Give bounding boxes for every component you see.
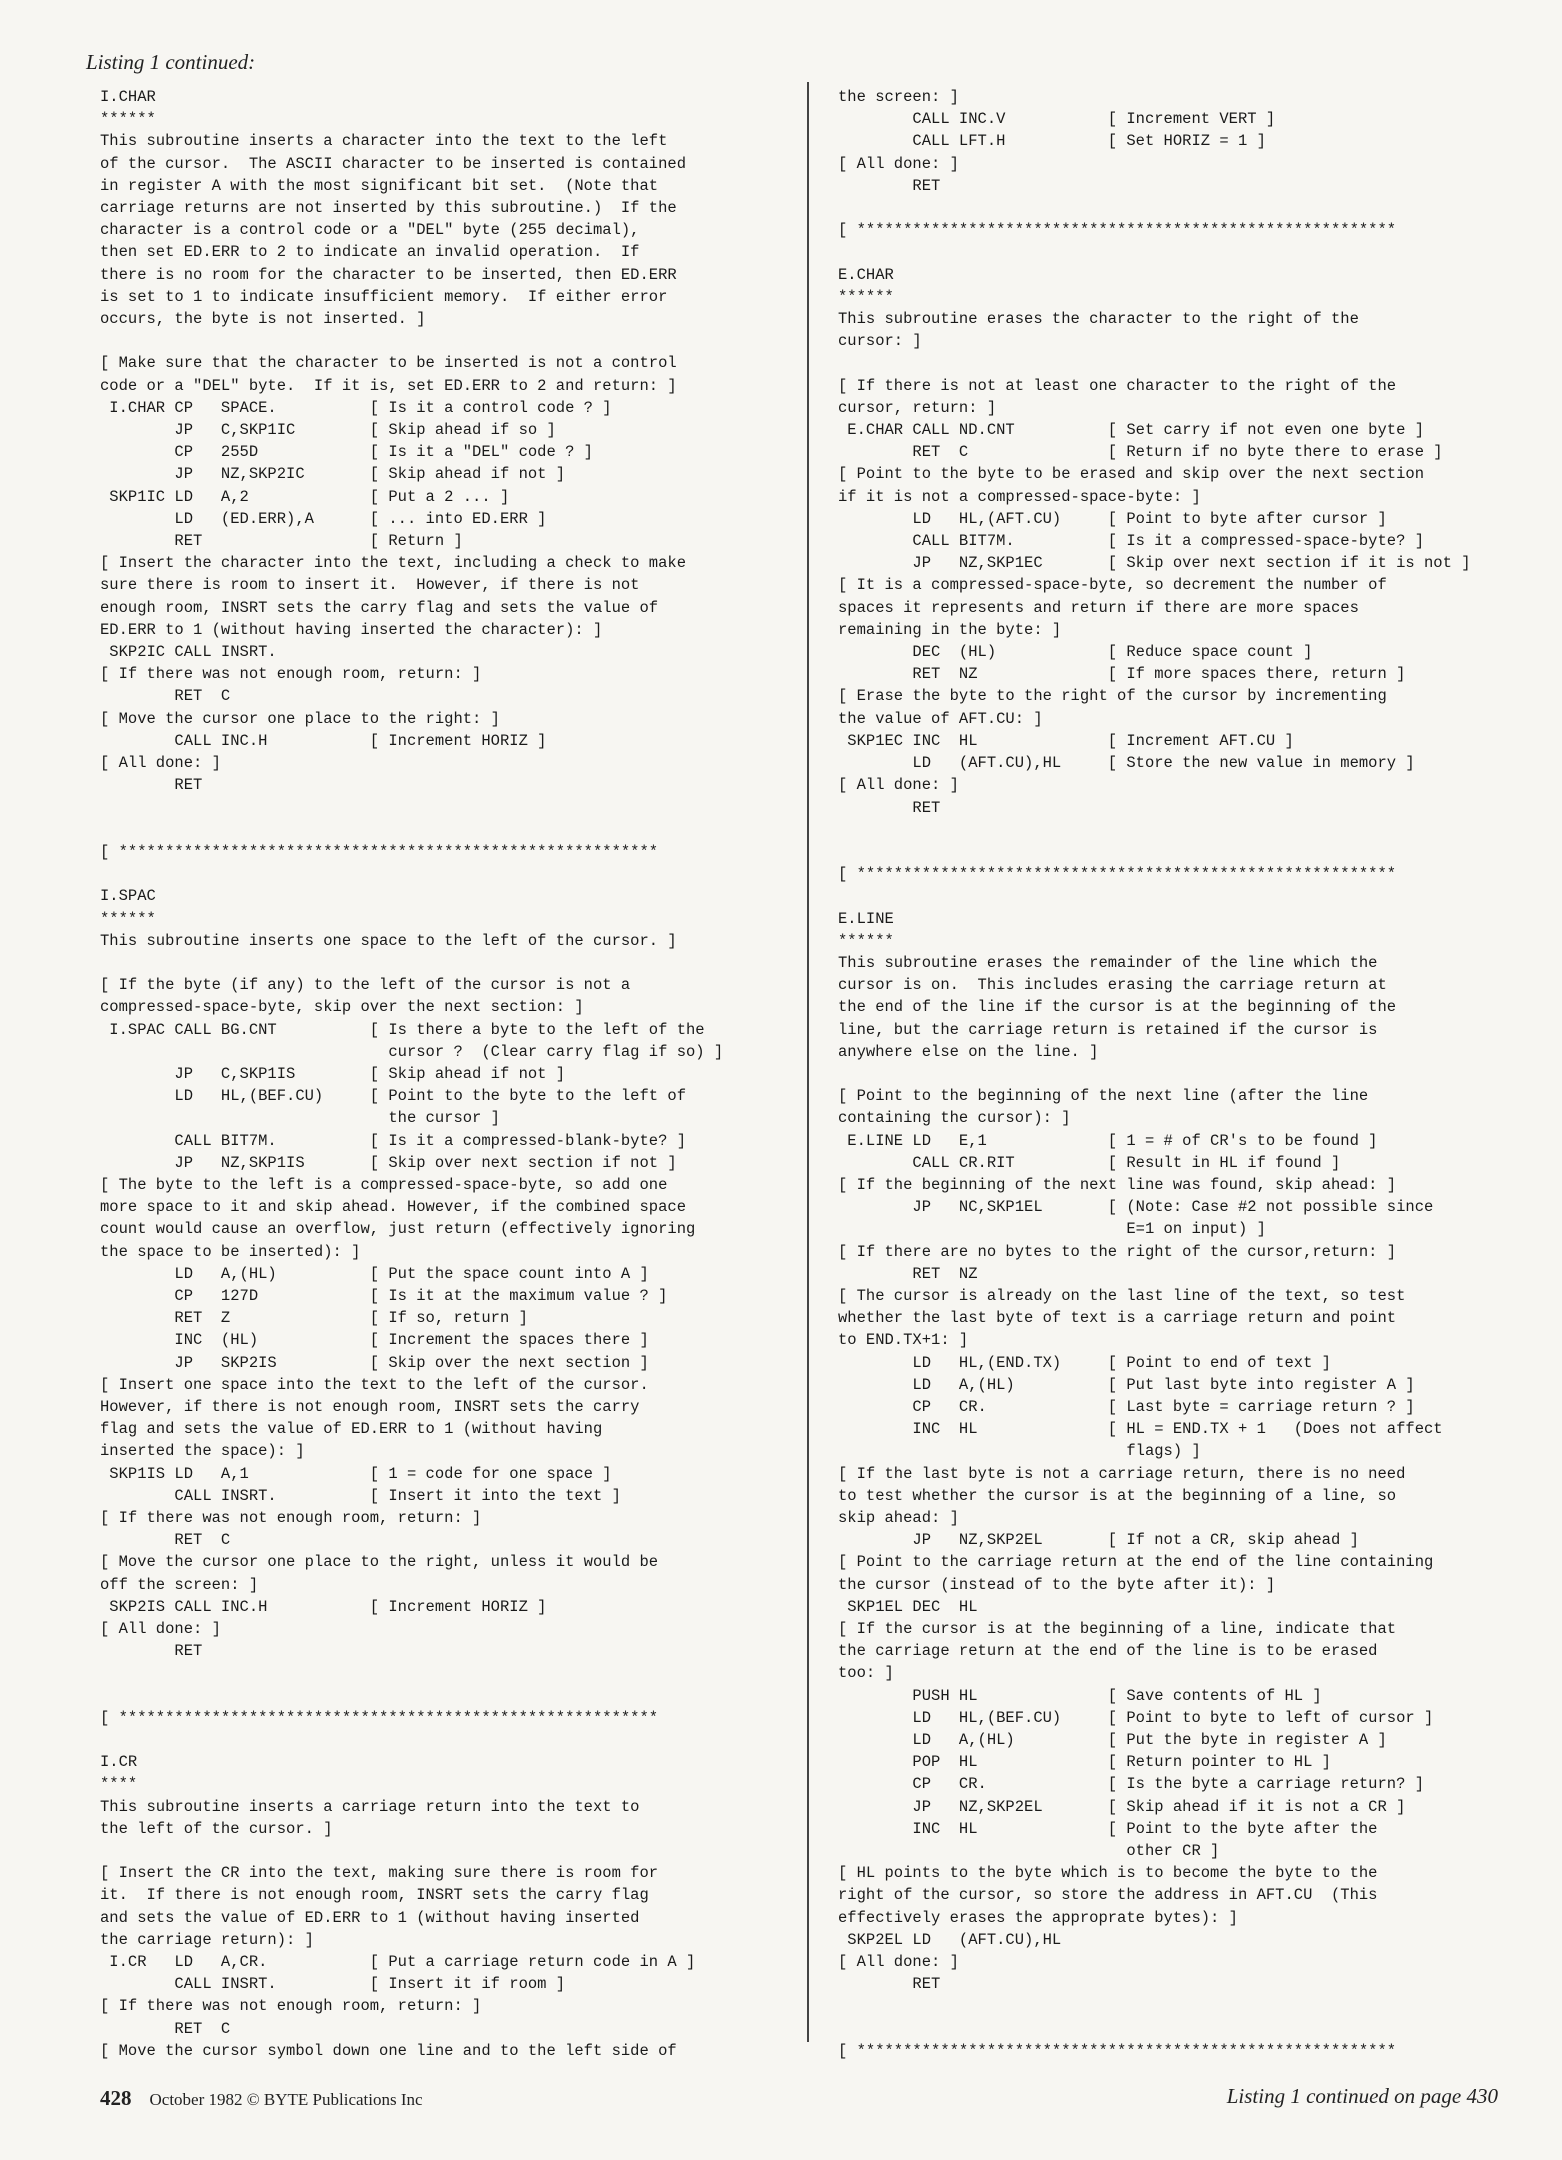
listing-left-column: I.CHAR ****** This subroutine inserts a character into the text to the left of the cursor. The ASCII character to be inserted is contained in register A with the most significant bit set. (Note that carriage returns are not inserted by this subroutine.) If the character is a control code or a "DEL" byte (255 decimal), then set ED.ERR to 2 to indicate an invalid operation. If there is no room for the character to be inserted, then ED.ERR is set to 1 to indicate insufficient memory. If either error occurs, the byte is not inserted. ] [ Make sure that the character to be inserted is not a control code or a "DEL" byte. If it is, set ED.ERR to 2 and return: ] I.CHAR CP SPACE. [ Is it a control code ? ] JP C,SKP1IC [ Skip ahead if so ] CP 255D [ Is it a "DEL" code ? ] JP NZ,SKP2IC [ Skip ahead if not ] SKP1IC LD A,2 [ Put a 2 ... ] LD (ED.ERR),A [ ... into ED.ERR ] RET [ Return ] [ Insert the character into the text, including a check to make sure there is room to insert it. However, if there is not enough room, INSRT sets the carry flag and sets the value of ED.ERR to 1 (without having inserted the character): ] SKP2IC CALL INSRT. [ If there was not enough room, return: ] RET C [ Move the cursor one place to the right: ] CALL INC.H [ Increment HORIZ ] [ All done: ] RET [ ********************************************************** I.SPAC ****** This subroutine inserts one space to the left of the cursor. ] [ If the byte (if any) to the left of the cursor is not a compressed-space-byte, skip over the next section: ] I.SPAC CALL BG.CNT [ Is there a byte to the left of the cursor ? (Clear carry flag if so) ] JP C,SKP1IS [ Skip ahead if not ] LD HL,(BEF.CU) [ Point to the byte to the left of the cursor ] CALL BIT7M. [ Is it a compressed-blank-byte? ] JP NZ,SKP1IS [ Skip over next section if not ] [ The byte to the left is a compressed-space-byte, so add one more space to it and skip ahead. However, if the combined space count would cause an overflow, just return (effectively ignoring the space to be inserted): ] LD A,(HL) [ Put the space count into A ] CP 127D [ Is it at the maximum value ? ] RET Z [ If so, return ] INC (HL) [ Increment the spaces there ] JP SKP2IS [ Skip over the next section ] [ Insert one space into the text to the left of the cursor. However, if there is not enough room, INSRT sets the carry flag and sets the value of ED.ERR to 1 (without having inserted the space): ] SKP1IS LD A,1 [ 1 = code for one space ] CALL INSRT. [ Insert it into the text ] [ If there was not enough room, return: ] RET C [ Move the cursor one place to the right, unless it would be off the screen: ] SKP2IS CALL INC.H [ Increment HORIZ ] [ All done: ] RET [ ********************************************************** I.CR **** This subroutine inserts a carriage return into the text to the left of the cursor. ] [ Insert the CR into the text, making sure there is room for it. If there is not enough room, INSRT sets the carry flag and sets the value of ED.ERR to 1 (without having inserted the carriage return): ] I.CR LD A,CR. [ Put a carriage return code in A ] CALL INSRT. [ Insert it if room ] [ If there was not enough room, return: ] RET C [ Move the cursor symbol down one line and to the left side of xyxy=(100,88,724,2060)
page-footer-left xyxy=(100,2086,423,2111)
listing-continued-heading: Listing 1 continued: xyxy=(86,50,256,74)
listing-continued-note: Listing 1 continued on page 430 xyxy=(1226,2084,1498,2108)
page-number: 428 xyxy=(100,2086,132,2110)
listing-right-column: the screen: ] CALL INC.V [ Increment VERT ] CALL LFT.H [ Set HORIZ = 1 ] [ All done: ] RET [ ********************************************************** E.CHAR ****** This subroutine erases the character to the right of the cursor: ] [ If there is not at least one character to the right of the cursor, return: ] E.CHAR CALL ND.CNT [ Set carry if not even one byte ] RET C [ Return if no byte there to erase ] [ Point to the byte to be erased and skip over the next section if it is not a compressed-space-byte: ] LD HL,(AFT.CU) [ Point to byte after cursor ] CALL BIT7M. [ Is it a compressed-space-byte? ] JP NZ,SKP1EC [ Skip over next section if it is not ] [ It is a compressed-space-byte, so decrement the number of spaces it represents and return if there are more spaces remaining in the byte: ] DEC (HL) [ Reduce space count ] RET NZ [ If more spaces there, return ] [ Erase the byte to the right of the cursor by incrementing the value of AFT.CU: ] SKP1EC INC HL [ Increment AFT.CU ] LD (AFT.CU),HL [ Store the new value in memory ] [ All done: ] RET [ ********************************************************** E.LINE ****** This subroutine erases the remainder of the line which the cursor is on. This includes erasing the carriage return at the end of the line if the cursor is at the beginning of the line, but the carriage return is retained if the cursor is anywhere else on the line. ] [ Point to the beginning of the next line (after the line containing the cursor): ] E.LINE LD E,1 [ 1 = # of CR's to be found ] CALL CR.RIT [ Result in HL if found ] [ If the beginning of the next line was found, skip ahead: ] JP NC,SKP1EL [ (Note: Case #2 not possible since E=1 on input) ] [ If there are no bytes to the right of the cursor,return: ] RET NZ [ The cursor is already on the last line of the text, so test whether the last byte of text is a carriage return and point to END.TX+1: ] LD HL,(END.TX) [ Point to end of text ] LD A,(HL) [ Put last byte into register A ] CP CR. [ Last byte = carriage return ? ] INC HL [ HL = END.TX + 1 (Does not affect flags) ] [ If the last byte is not a carriage return, there is no need to test whether the cursor is at the beginning of a line, so skip ahead: ] JP NZ,SKP2EL [ If not a CR, skip ahead ] [ Point to the carriage return at the end of the line containing the cursor (instead of to the byte after it): ] SKP1EL DEC HL [ If the cursor is at the beginning of a line, indicate that the carriage return at the end of the line is to be erased too: ] PUSH HL [ Save contents of HL ] LD HL,(BEF.CU) [ Point to byte to left of cursor ] LD A,(HL) [ Put the byte in register A ] POP HL [ Return pointer to HL ] CP CR. [ Is the byte a carriage return? ] JP NZ,SKP2EL [ Skip ahead if it is not a CR ] INC HL [ Point to the byte after the other CR ] [ HL points to the byte which is to become the byte to the right of the cursor, so store the address in AFT.CU (This effectively erases the approprate bytes): ] SKP2EL LD (AFT.CU),HL [ All done: ] RET [ ********************************************************** xyxy=(838,88,1471,2060)
issue-credit: October 1982 © BYTE Publications Inc xyxy=(149,2090,423,2109)
column-divider xyxy=(807,82,809,2042)
